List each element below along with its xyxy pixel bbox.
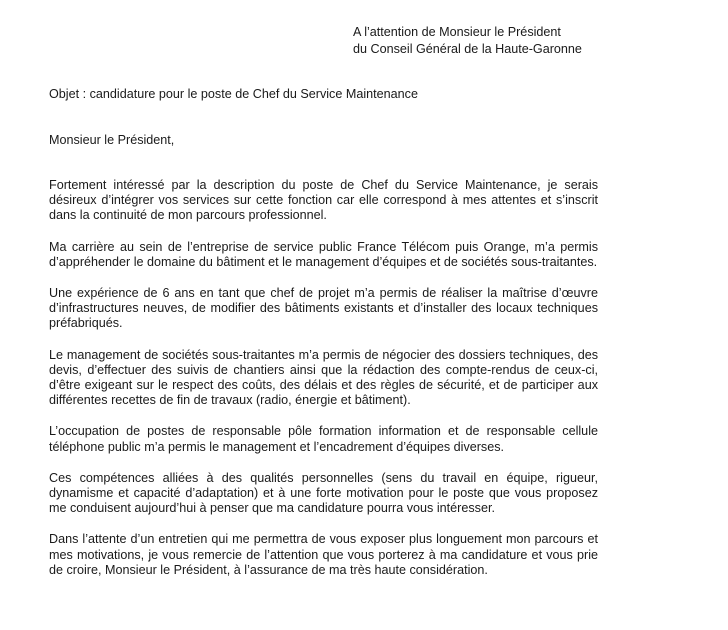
paragraph-introduction: Fortement intéressé par la description du poste de Chef du Service Maintenance, je serais désireux d’intégrer vos services sur cette fonction car elle correspond à mes attentes et s’inscrit dans la continuité de mon parcours professionnel. xyxy=(49,178,598,223)
subject-line: Objet : candidature pour le poste de Chef du Service Maintenance xyxy=(49,87,418,101)
paragraph-team-management: L’occupation de postes de responsable pôle formation information et de responsable cellule téléphone public m’a permis le management et l’encadrement d’équipes diverses. xyxy=(49,424,598,454)
paragraph-subcontractor-management: Le management de sociétés sous-traitantes m’a permis de négocier des dossiers techniques, des devis, d’effectuer des suivis de chantiers ainsi que la rédaction des compte-rendus de ceux-ci, d’être exigeant sur le respect des coûts, des délais et des règles de sécurité, et de participer aux différentes recettes de fin de travaux (radio, énergie et bâtiment). xyxy=(49,347,598,408)
recipient-line-1: A l’attention de Monsieur le Président xyxy=(353,25,561,39)
paragraph-project-experience: Une expérience de 6 ans en tant que chef de projet m’a permis de réaliser la maîtrise d’œuvre d’infrastructures neuves, de modifier des bâtiments existants et d’installer des locaux techniques préfabriqués. xyxy=(49,286,598,331)
paragraph-closing: Dans l’attente d’un entretien qui me permettra de vous exposer plus longuement mon parcours et mes motivations, je vous remercie de l’attention que vous porterez à ma candidature et vous prie de croire, Monsieur le Président, à l’assurance de ma très haute considération. xyxy=(49,532,598,577)
paragraph-career: Ma carrière au sein de l’entreprise de service public France Télécom puis Orange, m’a permis d’appréhender le domaine du bâtiment et le management d’équipes et de sociétés sous-traitantes. xyxy=(49,239,598,269)
salutation: Monsieur le Président, xyxy=(49,133,175,147)
recipient-block xyxy=(353,24,582,57)
paragraph-qualities: Ces compétences alliées à des qualités personnelles (sens du travail en équipe, rigueur, dynamisme et capacité d’adaptation) et à une forte motivation pour le poste que vous proposez me conduisent aujourd’hui à penser que ma candidature pourra vous intéresser. xyxy=(49,470,598,516)
recipient-line-2: du Conseil Général de la Haute-Garonne xyxy=(353,41,582,56)
letter-body xyxy=(49,178,598,594)
